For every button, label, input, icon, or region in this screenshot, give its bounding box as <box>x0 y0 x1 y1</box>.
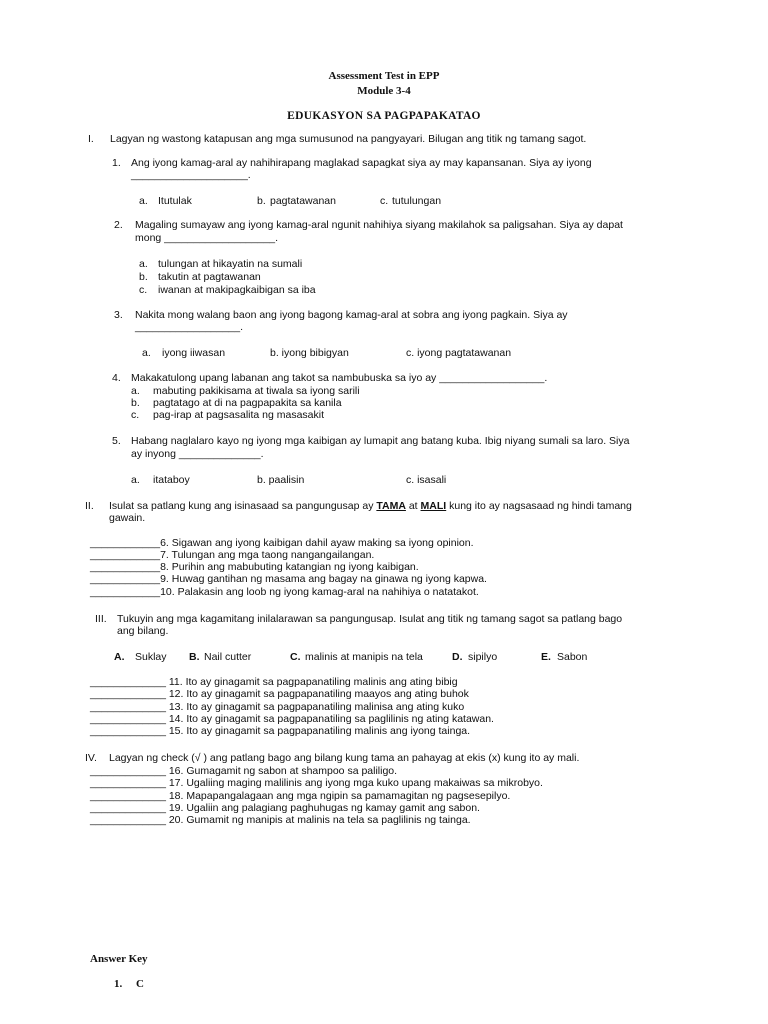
q1-option-letter: b. <box>257 195 266 207</box>
item-11: _____________ 11. Ito ay ginagamit sa pagpapanatiling malinis ang ating bibig <box>90 676 458 688</box>
q1-text: Ang iyong kamag-aral ay nahihirapang maglakad sapagkat siya ay may kapansanan. Siya ay iyong <box>131 157 592 169</box>
item-20: _____________ 20. Gumamit ng manipis at malinis na tela sa paglilinis ng tainga. <box>90 814 471 826</box>
q3-text: Nakita mong walang baon ang iyong bagong kamag-aral at sobra ang iyong pagkain. Siya ay <box>135 309 568 321</box>
q4-option-a: mabuting pakikisama at tiwala sa iyong sarili <box>153 385 360 397</box>
q5-text: Habang naglalaro kayo ng iyong mga kaibigan ay lumapit ang batang kuba. Ibig niyang sumali sa laro. Siya <box>131 435 630 447</box>
part2-instruction-at: at <box>408 500 418 512</box>
q3-option-a: iyong iiwasan <box>162 347 226 359</box>
choice-b: Nail cutter <box>204 651 252 663</box>
subject-title: EDUKASYON SA PAGPAPAKATAO <box>287 110 481 122</box>
q2-option-a: tulungan at hikayatin na sumali <box>158 258 303 270</box>
choice-c: malinis at manipis na tela <box>305 651 423 663</box>
q1-option-letter: c. <box>380 195 389 207</box>
part3-instruction-cont: ang bilang. <box>117 625 169 637</box>
part3-number: III. <box>95 613 107 625</box>
choice-a: Suklay <box>135 651 167 663</box>
part2-instruction-cont: gawain. <box>109 512 146 524</box>
q1-option-c: tutulungan <box>392 195 442 207</box>
item-7: ____________7. Tulungan ang mga taong nangangailangan. <box>90 549 375 561</box>
q2-option-b: takutin at pagtawanan <box>158 271 261 283</box>
part1-instruction: Lagyan ng wastong katapusan ang mga sumusunod na pangyayari. Bilugan ang titik ng tamang sagot. <box>110 133 587 145</box>
q4-option-c: pag-irap at pagsasalita ng masasakit <box>153 409 325 421</box>
item-15: _____________ 15. Ito ay ginagamit sa pagpapanatiling malinis ang iyong tainga. <box>90 725 471 737</box>
q2-option-c: iwanan at makipagkaibigan sa iba <box>158 284 316 296</box>
q3-number: 3. <box>114 309 123 321</box>
item-14: _____________ 14. Ito ay ginagamit sa pagpapanatiling sa paglilinis ng ating katawan. <box>90 713 494 725</box>
q4-number: 4. <box>112 372 121 384</box>
part1-number: I. <box>88 133 94 145</box>
part4-number: IV. <box>85 752 97 764</box>
q3-option-c: c. iyong pagtatawanan <box>406 347 512 359</box>
q4-option-letter: a. <box>131 385 140 397</box>
q2-text: Magaling sumayaw ang iyong kamag-aral ngunit nahihiya siyang makilahok sa paligsahan. Siya ay dapat <box>135 219 623 231</box>
q5-option-a: itataboy <box>153 474 190 486</box>
answer-key-number: 1. <box>114 978 123 990</box>
item-17: _____________ 17. Ugaliing maging malilinis ang iyong mga kuko upang makaiwas sa mikrobyo. <box>90 777 543 789</box>
answer-key-value: C <box>136 978 144 990</box>
part3-instruction: Tukuyin ang mga kagamitang inilalarawan sa pangungusap. Isulat ang titik ng tamang sagot sa patlang bago <box>117 613 623 625</box>
q1-option-letter: a. <box>139 195 148 207</box>
q1-option-b: pagtatawanan <box>270 195 336 207</box>
part2-instruction-b: kung ito ay nagsasaad ng hindi tamang <box>449 500 632 512</box>
q5-number: 5. <box>112 435 121 447</box>
choice-c-letter: C. <box>290 651 301 663</box>
item-12: _____________ 12. Ito ay ginagamit sa pagpapanatiling maayos ang ating buhok <box>90 688 469 700</box>
part2-instruction-a: Isulat sa patlang kung ang isinasaad sa pangungusap ay <box>109 500 374 512</box>
q4-option-letter: c. <box>131 409 140 421</box>
q1-blank: ____________________. <box>131 169 251 181</box>
part4-instruction: Lagyan ng check (√ ) ang patlang bago ang bilang kung tama an pahayag at ekis (x) kung ito ay mali. <box>109 752 580 764</box>
q2-option-letter: b. <box>139 271 148 283</box>
q1-option-a: Itutulak <box>158 195 192 207</box>
item-16: _____________ 16. Gumagamit ng sabon at shampoo sa paliligo. <box>90 765 398 777</box>
q4-text: Makakatulong upang labanan ang takot sa nambubuska sa iyo ay __________________. <box>131 372 548 384</box>
q5-continuation: ay inyong ______________. <box>131 448 264 460</box>
choice-e-letter: E. <box>541 651 551 663</box>
item-9: ____________9. Huwag gantihan ng masama ang bagay na ginawa ng iyong kapwa. <box>90 573 487 585</box>
q3-option-letter: a. <box>142 347 151 359</box>
tama-keyword: TAMA <box>376 500 406 512</box>
q4-option-letter: b. <box>131 397 140 409</box>
module-label: Module 3-4 <box>357 85 411 97</box>
q2-option-letter: a. <box>139 258 148 270</box>
q5-option-b: b. paalisin <box>257 474 305 486</box>
q5-option-letter: a. <box>131 474 140 486</box>
part2-number: II. <box>85 500 94 512</box>
choice-e: Sabon <box>557 651 588 663</box>
q5-option-c: c. isasali <box>406 474 447 486</box>
document-title: Assessment Test in EPP <box>328 70 440 82</box>
part2-instruction <box>109 500 632 512</box>
choice-d: sipilyo <box>468 651 498 663</box>
q4-option-b: pagtatago at di na pagpapakita sa kanila <box>153 397 342 409</box>
q2-continuation: mong ___________________. <box>135 232 279 244</box>
item-6: ____________6. Sigawan ang iyong kaibigan dahil ayaw making sa iyong opinion. <box>90 537 474 549</box>
item-19: _____________ 19. Ugaliin ang palagiang paghuhugas ng kamay gamit ang sabon. <box>90 802 480 814</box>
q2-option-letter: c. <box>139 284 148 296</box>
choice-b-letter: B. <box>189 651 200 663</box>
item-10: ____________10. Palakasin ang loob ng iyong kamag-aral na nahihiya o natatakot. <box>90 586 479 598</box>
mali-keyword: MALI <box>420 500 447 512</box>
choice-a-letter: A. <box>114 651 125 663</box>
choice-d-letter: D. <box>452 651 463 663</box>
q3-option-b: b. iyong bibigyan <box>270 347 349 359</box>
answer-key-heading: Answer Key <box>90 953 148 965</box>
item-18: _____________ 18. Mapapangalagaan ang mga ngipin sa pamamagitan ng pagsesepilyo. <box>90 790 511 802</box>
q1-number: 1. <box>112 157 121 169</box>
q2-number: 2. <box>114 219 123 231</box>
q3-blank: __________________. <box>135 321 244 333</box>
item-13: _____________ 13. Ito ay ginagamit sa pagpapanatiling malinisa ang ating kuko <box>90 701 465 713</box>
item-8: ____________8. Purihin ang mabubuting katangian ng iyong kaibigan. <box>90 561 419 573</box>
